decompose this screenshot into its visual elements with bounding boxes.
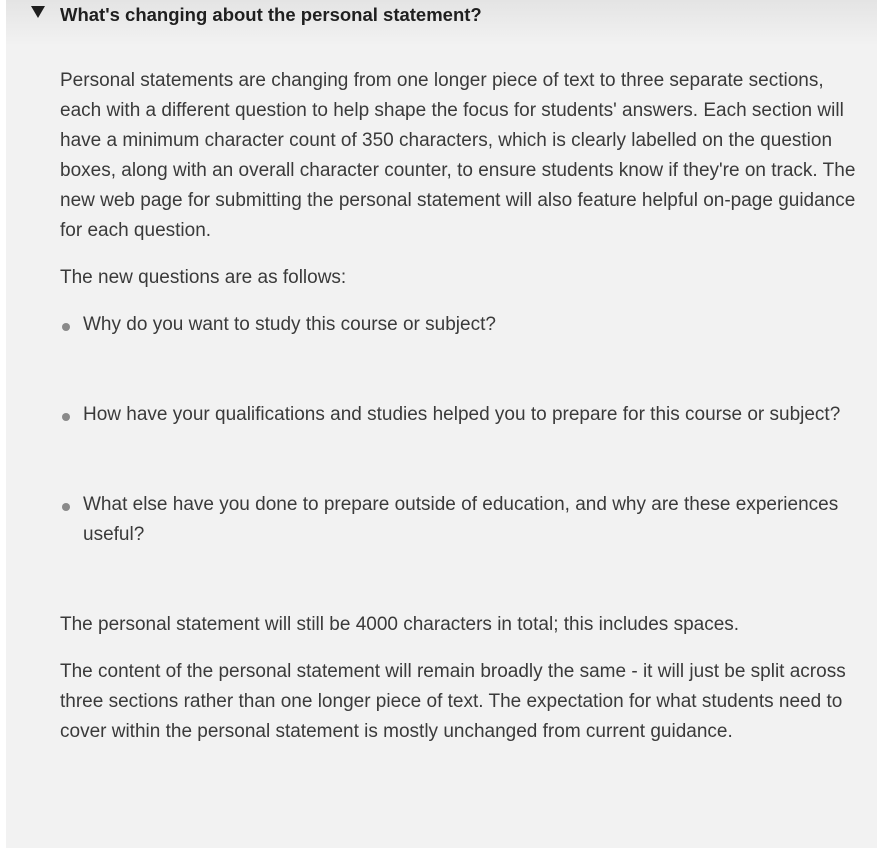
question-text: What else have you done to prepare outside of education, and why are these experiences useful? bbox=[83, 494, 839, 545]
list-item bbox=[60, 490, 860, 550]
accordion-content bbox=[60, 66, 860, 747]
list-item bbox=[60, 310, 860, 340]
list-item bbox=[60, 400, 860, 430]
bullet-icon bbox=[62, 503, 70, 511]
accordion-title[interactable]: What's changing about the personal statement? bbox=[60, 4, 482, 25]
question-text: How have your qualifications and studies helped you to prepare for this course or subject? bbox=[83, 404, 841, 425]
length-note-paragraph: The personal statement will still be 4000 characters in total; this includes spaces. bbox=[60, 614, 740, 635]
question-text: Why do you want to study this course or subject? bbox=[83, 314, 496, 335]
accordion-summary[interactable] bbox=[6, 0, 877, 32]
questions-intro: The new questions are as follows: bbox=[60, 267, 347, 288]
closing-paragraph: The content of the personal statement will remain broadly the same - it will just be split across three sections rather than one longer piece of text. The expectation for what students need to cover within the personal statement is mostly unchanged from current guidance. bbox=[60, 661, 846, 742]
bullet-icon bbox=[62, 413, 70, 421]
bullet-icon bbox=[62, 323, 70, 331]
intro-paragraph: Personal statements are changing from one longer piece of text to three separate sections, each with a different question to help shape the focus for students' answers. Each section will have a minimum character count of 350 characters, which is clearly labelled on the question boxes, along with an overall character counter, to ensure students know if they're on track. The new web page for submitting the personal statement will also feature helpful on-page guidance for each question. bbox=[60, 70, 856, 241]
questions-list bbox=[60, 310, 860, 550]
accordion-panel bbox=[6, 0, 877, 848]
triangle-down-icon[interactable] bbox=[31, 6, 45, 18]
